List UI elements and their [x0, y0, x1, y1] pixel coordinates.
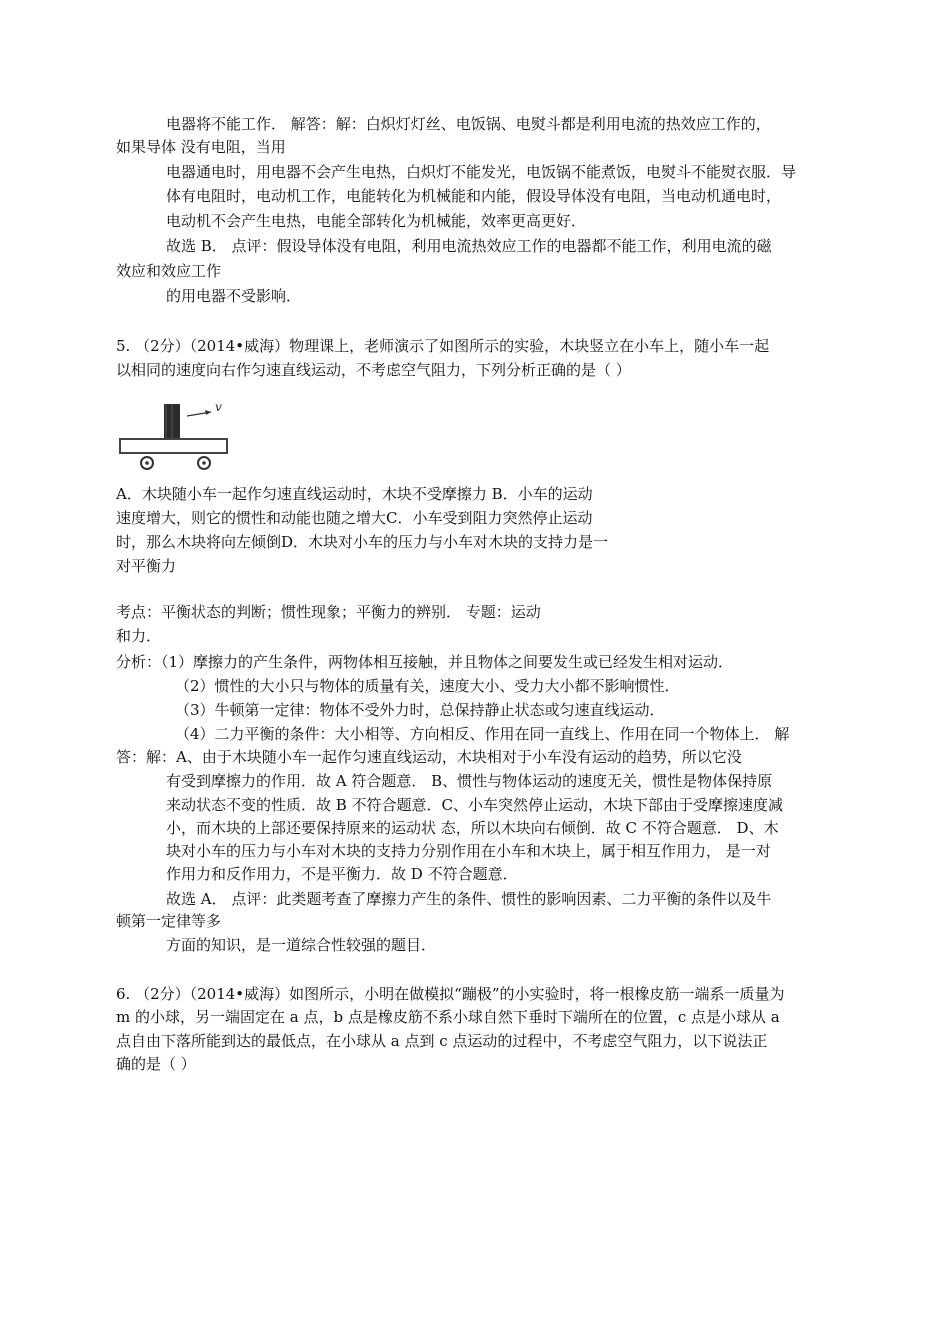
text-line: 电动机不会产生电热，电能全部转化为机械能，效率更高更好． — [166, 212, 587, 230]
question-5-stem: 以相同的速度向右作匀速直线运动，不考虑空气阻力，下列分析正确的是（ ） — [116, 361, 631, 379]
analysis-line: 答：解：A、由于木块随小车一起作匀速直线运动，木块相对于小车没有运动的趋势，所以它没 — [116, 748, 742, 766]
question-5-option-line: 速度增大，则它的惯性和动能也随之增大C．小车受到阻力突然停止运动 — [116, 509, 593, 527]
kaodian-line: 考点：平衡状态的判断；惯性现象；平衡力的辨别． 专题：运动 — [116, 603, 541, 621]
text-line: 电器将不能工作． 解答：解：白炽灯灯丝、电饭锅、电熨斗都是利用电流的热效应工作的， — [166, 115, 771, 133]
analysis-line: 有受到摩擦力的作用．故 A 符合题意． B、惯性与物体运动的速度无关，惯性是物体保持原 — [166, 772, 773, 790]
cart-block-figure — [116, 398, 231, 473]
cart-wheel — [198, 457, 210, 469]
analysis-line: （4）二力平衡的条件：大小相等、方向相反、作用在同一直线上、作用在同一个物体上． 解 — [175, 725, 790, 743]
text-line: 效应和效应工作 — [116, 262, 222, 280]
question-6-stem: m 的小球，另一端固定在 a 点，b 点是橡皮筋不系小球自然下垂时下端所在的位置，c 点是小球从 a — [116, 1008, 780, 1026]
analysis-line: 来动状态不变的性质．故 B 不符合题意．C、小车突然停止运动，木块下部由于受摩擦速度减 — [166, 796, 784, 814]
text-line: 体有电阻时，电动机工作，电能转化为机械能和内能，假设导体没有电阻，当电动机通电时， — [166, 187, 782, 205]
analysis-line: （3）牛顿第一定律：物体不受外力时，总保持静止状态或匀速直线运动． — [175, 701, 665, 719]
text-line: 的用电器不受影响． — [166, 287, 302, 305]
question-6-stem: 确的是（ ） — [116, 1055, 196, 1073]
text-line: 故选 B． 点评：假设导体没有电阻，利用电流热效应工作的电器都不能工作，利用电流的磁 — [166, 237, 772, 255]
cart-wheel — [141, 457, 153, 469]
analysis-line: 分析：（1）摩擦力的产生条件，两物体相互接触，并且物体之间要发生或已经发生相对运动． — [116, 653, 734, 671]
analysis-line: 顿第一定律等多 — [116, 912, 222, 930]
question-5-option-line: 对平衡力 — [116, 557, 177, 575]
question-5-option-line: 时，那么木块将向左倾倒D．木块对小车的压力与小车对木块的支持力是一 — [116, 533, 609, 551]
question-5-stem: 5. （2分）（2014•威海）物理课上，老师演示了如图所示的实验，木块竖立在小车上，随小车一起 — [116, 337, 770, 355]
analysis-line: 小，而木块的上部还要保持原来的运动状 态，所以木块向右倾倒．故 C 不符合题意． D、木 — [166, 819, 779, 837]
kaodian-line: 和力． — [116, 627, 162, 645]
analysis-line: 块对小车的压力与小车对木块的支持力分别作用在小车和木块上，属于相互作用力， 是一对 — [166, 842, 771, 860]
question-6-stem: 6. （2分）（2014•威海）如图所示，小明在做模拟“蹦极”的小实验时，将一根橡皮筋一端系一质量为 — [116, 985, 785, 1003]
cart-body — [120, 439, 227, 453]
text-line: 如果导体 没有电阻，当用 — [116, 138, 286, 156]
text-line: 电器通电时，用电器不会产生电热，白炽灯不能发光，电饭锅不能煮饭，电熨斗不能熨衣服．导 — [166, 163, 797, 181]
analysis-line: 方面的知识，是一道综合性较强的题目． — [166, 936, 437, 954]
velocity-label: v — [215, 400, 222, 414]
analysis-line: （2）惯性的大小只与物体的质量有关，速度大小、受力大小都不影响惯性． — [175, 677, 680, 695]
question-5-option-line: A．木块随小车一起作匀速直线运动时，木块不受摩擦力 B．小车的运动 — [116, 485, 593, 503]
analysis-line: 故选 A． 点评：此类题考查了摩擦力产生的条件、惯性的影响因素、二力平衡的条件以及牛 — [166, 890, 772, 908]
question-6-stem: 点自由下落所能到达的最低点，在小球从 a 点到 c 点运动的过程中，不考虑空气阻力，以下说法正 — [116, 1032, 768, 1050]
analysis-line: 作用力和反作用力，不是平衡力．故 D 不符合题意． — [166, 865, 518, 883]
